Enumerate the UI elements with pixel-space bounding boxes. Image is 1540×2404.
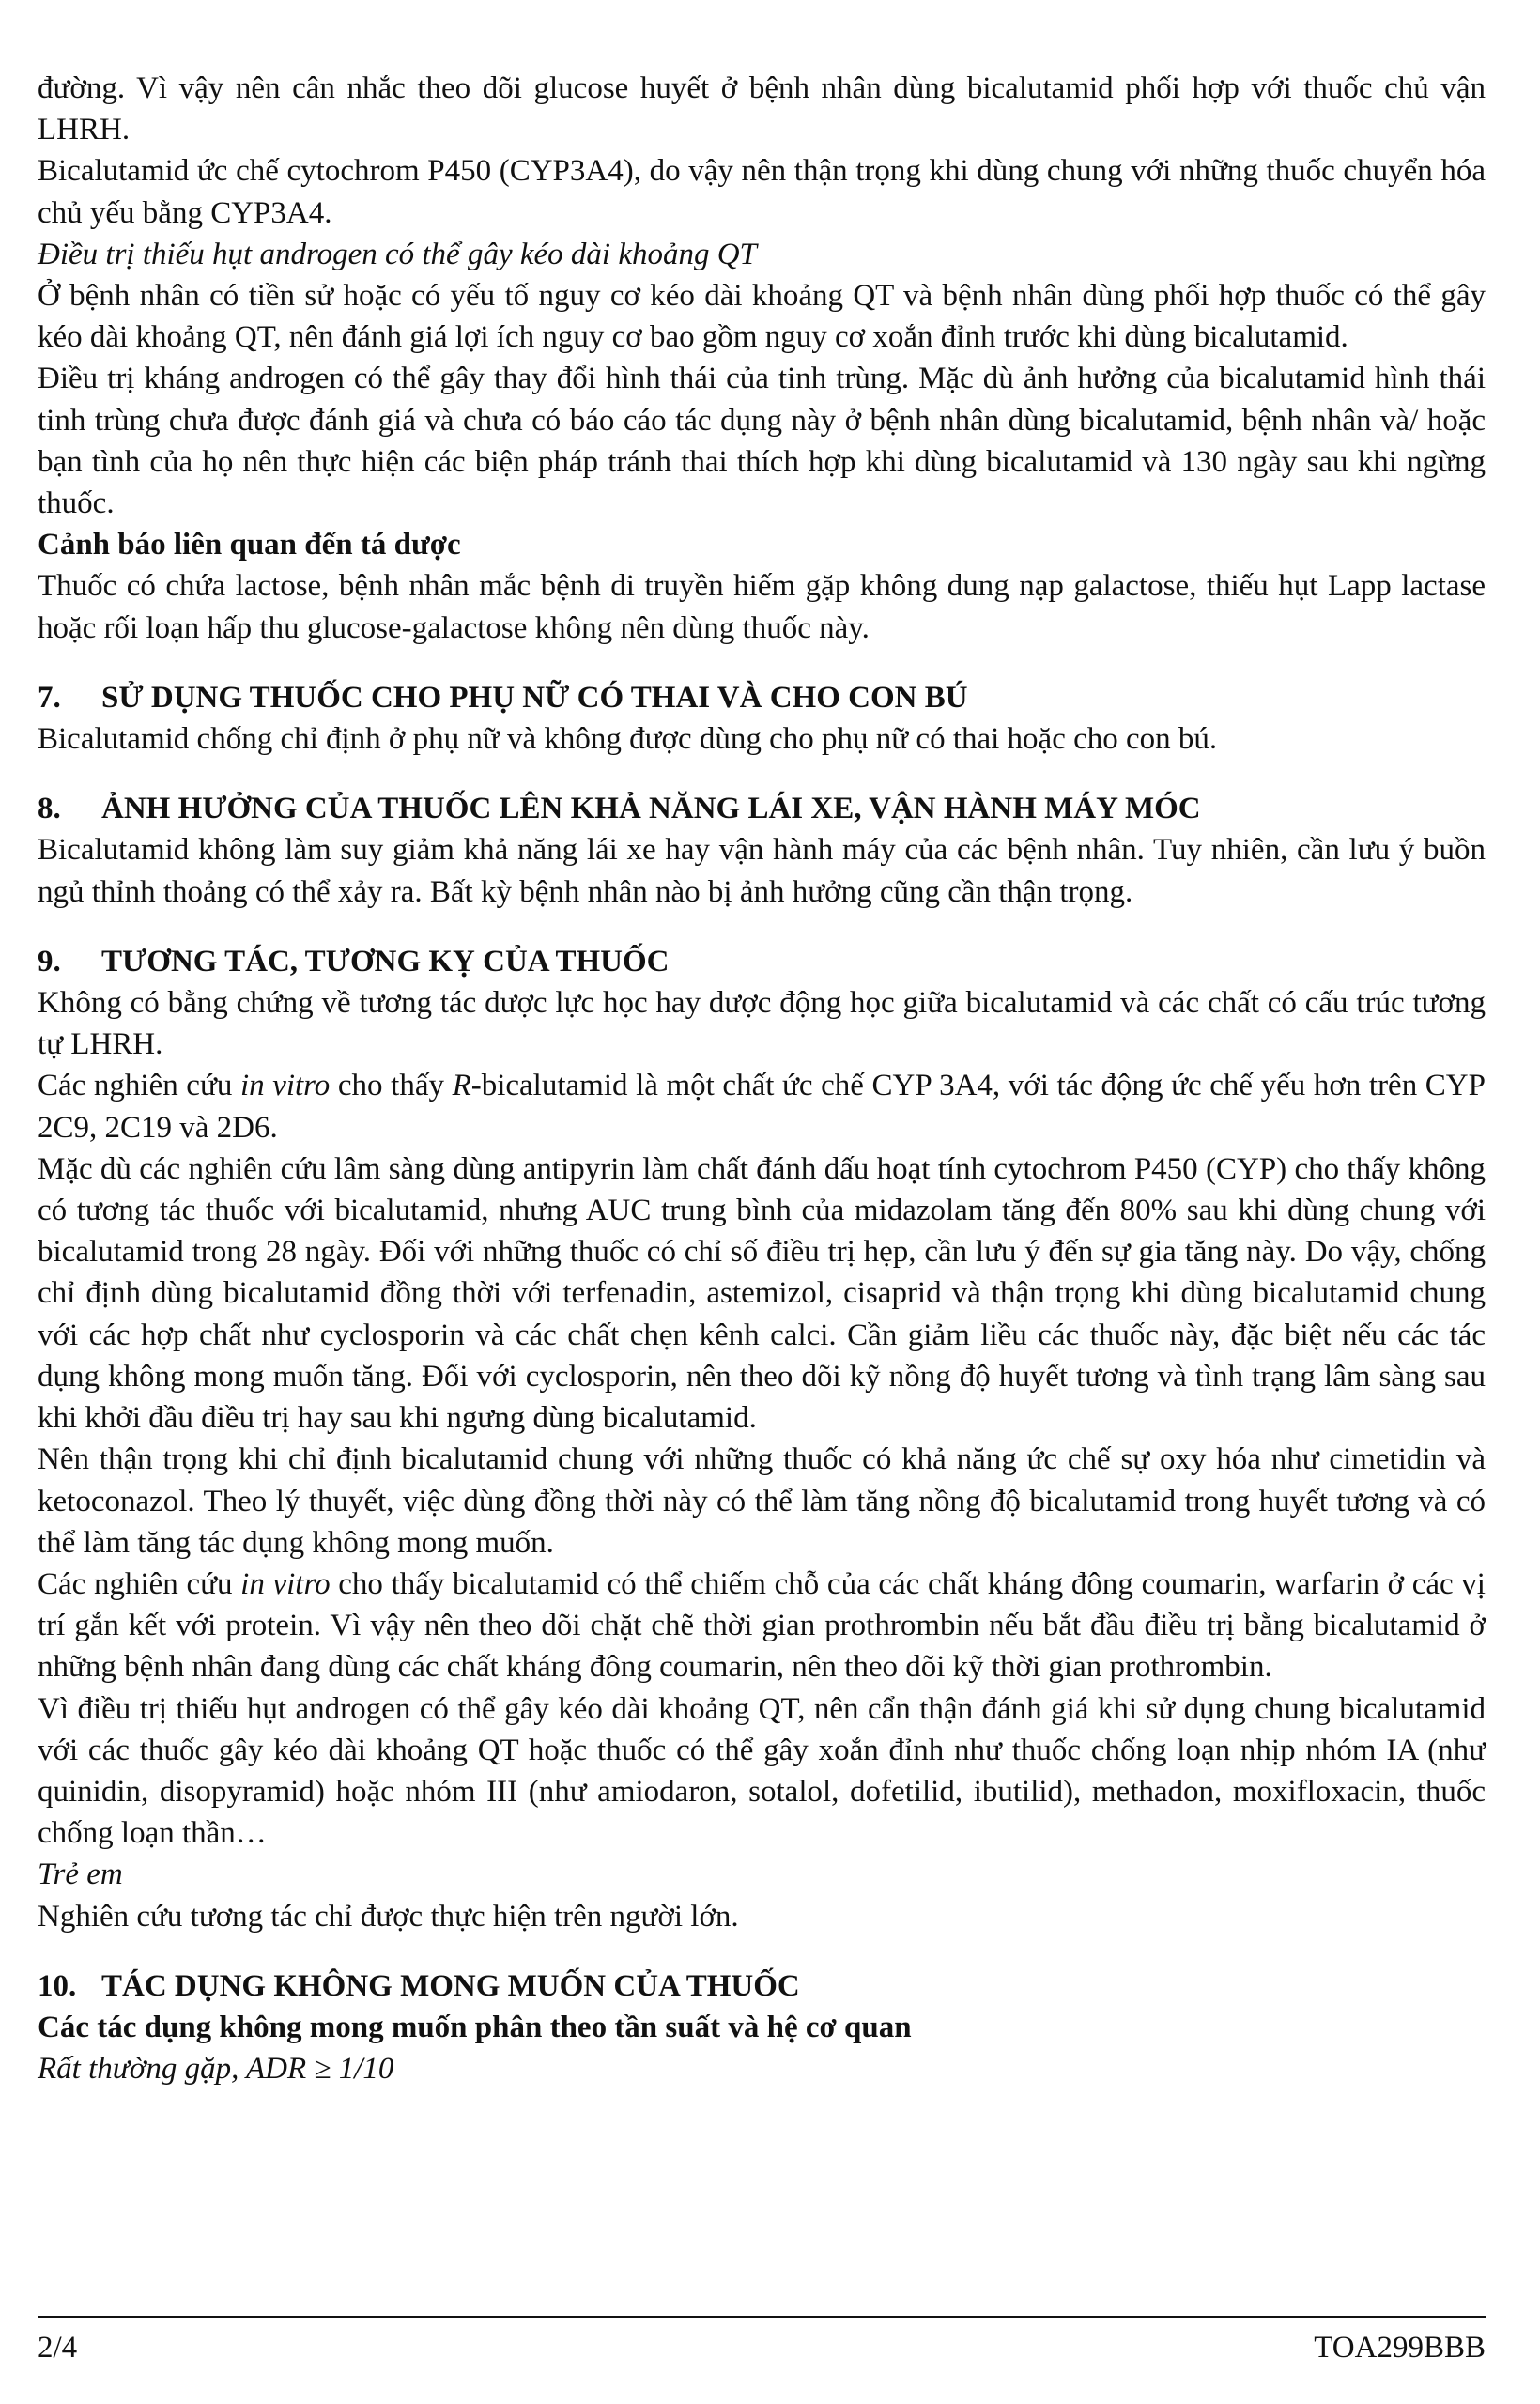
text-line: chế yếu hơn trên CYP 2C9, 2C19 và 2D6. [38,1069,1486,1145]
text-line: bicalutamid trong huyết tương và có thể làm tăng tác dụng không mong muốn. [38,1484,1486,1560]
text-line: nhân dùng bicalutamid, bệnh nhân và/ hoặc bạn tình của họ nên thực hiện các biện pháp tránh [38,403,1486,479]
section-number: 9. [38,944,61,979]
section-title: ẢNH HƯỞNG CỦA THUỐC LÊN KHẢ NĂNG LÁI XE, VẬN HÀNH MÁY MÓC [101,792,1201,826]
section-title: TÁC DỤNG KHÔNG MONG MUỐN CỦA THUỐC [101,1968,800,2003]
paragraph [38,1564,1486,1688]
paragraph [38,565,1486,648]
text-line: thuốc chống loạn nhịp nhóm IA (như quinidin, disopyramid) hoặc nhóm III (như amiodaron, [38,1733,1486,1809]
section-heading [38,677,1486,718]
text-line: Các nghiên cứu in vitro cho thấy bicalutamid có thể chiếm chỗ của các chất kháng đông [38,1566,1133,1601]
paragraph [38,1688,1486,1855]
paragraph [38,150,1486,233]
section-number: 8. [38,792,61,826]
text-line: thuốc chủ vận LHRH. [38,71,1486,147]
section-number: 10. [38,1968,77,2003]
text-line: Mặc dù các nghiên cứu lâm sàng dùng antipyrin làm chất đánh dấu hoạt tính cytochrom P450 [38,1151,1198,1186]
page-number: 2/4 [38,2331,78,2365]
text-line: Cảnh báo liên quan đến tá dược [38,528,461,562]
text-line: sotalol, dofetilid, ibutilid), methadon, moxifloxacin, thuốc chống loạn thần… [38,1774,1486,1851]
text-line: prothrombin nếu bắt đầu điều trị bằng bicalutamid ở những bệnh nhân đang dùng các chất kháng [38,1609,1486,1685]
text-line: midazolam tăng đến 80% sau khi dùng chung với bicalutamid trong 28 ngày. Đối với những [38,1194,1486,1270]
text-line: bicalutamid đồng thời với terfenadin, astemizol, cisaprid và thận trọng khi dùng bicalutamid [223,1276,1400,1311]
document-code: TOA299BBB [1314,2331,1486,2365]
paragraph [38,982,1486,1065]
paragraph [38,1439,1486,1564]
bold-subheading [38,524,1486,565]
paragraph [38,68,1486,150]
text-line: Không có bằng chứng về tương tác dược lực học hay dược động học giữa bicalutamid và các [38,986,1200,1021]
text-line: những thuốc chuyển hóa chủ yếu bằng CYP3A4. [38,154,1486,230]
section-heading [38,941,1486,982]
section-number: 7. [38,680,61,715]
text-line: Bicalutamid không làm suy giảm khả năng lái xe hay vận hành máy của các bệnh nhân. Tuy [38,833,1203,868]
text-line: chất có cấu trúc tương tự LHRH. [38,986,1486,1062]
text-line: Ở bệnh nhân có tiền sử hoặc có yếu tố nguy cơ kéo dài khoảng QT và bệnh nhân dùng phối hợp [38,279,1267,314]
paragraph [38,1148,1486,1439]
text-line: coumarin, warfarin ở các vị trí gắn kết với protein. Vì vậy nên theo dõi chặt chẽ thời gian [38,1566,1486,1643]
text-line: Vì điều trị thiếu hụt androgen có thể gây kéo dài khoảng QT, nên cẩn thận đánh giá khi sử dụng [38,1691,1246,1726]
section-title: TƯƠNG TÁC, TƯƠNG KỴ CỦA THUỐC [101,944,670,979]
paragraph [38,829,1486,912]
document-body [38,68,1486,2089]
text-line: Điều trị thiếu hụt androgen có thể gây kéo dài khoảng QT [38,237,757,271]
text-line: Trẻ em [38,1857,123,1892]
paragraph [38,358,1486,524]
text-line: bicalutamid. [602,1401,757,1436]
text-line: Nên thận trọng khi chỉ định bicalutamid chung với những thuốc có khả năng ức chế sự oxy hóa [38,1442,1261,1477]
text-line: Điều trị kháng androgen có thể gây thay đổi hình thái của tinh trùng. Mặc dù ảnh hưởng của [38,362,1210,396]
text-line: chung bicalutamid với các thuốc gây kéo dài khoảng QT hoặc thuốc có thể gây xoắn đỉnh như [38,1691,1486,1767]
section-title: SỬ DỤNG THUỐC CHO PHỤ NỮ CÓ THAI VÀ CHO CON BÚ [101,680,968,715]
text-line: thai thích hợp khi dùng bicalutamid và 130 ngày sau khi ngừng thuốc. [38,444,1486,521]
text-line: thuốc có chỉ số điều trị hẹp, cần lưu ý đến sự gia tăng này. Do vậy, chống chỉ định dùng [38,1235,1486,1311]
italic-subheading [38,234,1486,275]
text-line: thuốc có thể gây kéo dài khoảng QT, nên đánh giá lợi ích nguy cơ bao gồm nguy cơ xoắn đỉnh [38,279,1486,355]
italic-subheading [38,1854,1486,1895]
section-heading [38,1965,1486,2007]
text-line: đông coumarin, nên theo dõi kỹ thời gian prothrombin. [589,1650,1272,1685]
text-line: Thuốc có chứa lactose, bệnh nhân mắc bệnh di truyền hiếm gặp không dung nạp galactose, thiếu [38,569,1269,604]
text-line: Bicalutamid chống chỉ định ở phụ nữ và không được dùng cho phụ nữ có thai hoặc cho con bú. [38,722,1218,757]
text-line: nồng độ huyết tương và tình trạng lâm sàng sau khi khởi đầu điều trị hay sau khi ngưng dùng [38,1359,1486,1436]
text-line: đường. Vì vậy nên cân nhắc theo dõi glucose huyết ở bệnh nhân dùng bicalutamid phối hợp với [38,71,1292,105]
text-line: như cimetidin và ketoconazol. Theo lý thuyết, việc dùng đồng thời này có thể làm tăng nồng độ [38,1442,1486,1518]
text-line: nhiên, cần lưu ý buồn ngủ thỉnh thoảng có thể xảy ra. Bất kỳ bệnh nhân nào bị ảnh hưởng cũng [38,833,1486,909]
text-line: cần thận trọng. [947,874,1133,909]
italic-subheading [38,2048,1486,2089]
text-line: Rất thường gặp, ADR ≥ 1/10 [38,2052,394,2087]
section-heading [38,788,1486,829]
text-line: Các tác dụng không mong muốn phân theo tần suất và hệ cơ quan [38,2010,912,2044]
text-line: hụt Lapp lactase hoặc rối loạn hấp thu glucose-galactose không nên dùng thuốc này. [38,569,1486,645]
text-line: Bicalutamid ức chế cytochrom P450 (CYP3A4), do vậy nên thận trọng khi dùng chung với [38,154,1172,189]
footer-rule [38,2316,1486,2318]
text-line: này, đặc biệt nếu các tác dụng không mong muốn tăng. Đối với cyclosporin, nên theo dõi kỹ [38,1318,1486,1394]
text-line: bicalutamid hình thái tinh trùng chưa được đánh giá và chưa có báo cáo tác dụng này ở bệnh [38,362,1486,438]
paragraph [38,275,1486,358]
text-line: (CYP) cho thấy không có tương tác thuốc với bicalutamid, nhưng AUC trung bình của [38,1151,1486,1228]
text-line: trước khi dùng bicalutamid. [1003,320,1348,355]
paragraph [38,1896,1486,1937]
text-line: Nghiên cứu tương tác chỉ được thực hiện trên người lớn. [38,1899,739,1934]
text-line: chung với các hợp chất như cyclosporin và các chất chẹn kênh calci. Cần giảm liều các thuốc [38,1276,1486,1352]
text-line: Các nghiên cứu in vitro cho thấy R-bicalutamid là một chất ức chế CYP 3A4, với tác động ức [38,1069,1202,1103]
bold-subheading [38,2007,1486,2048]
paragraph [38,718,1486,760]
paragraph [38,1065,1486,1148]
